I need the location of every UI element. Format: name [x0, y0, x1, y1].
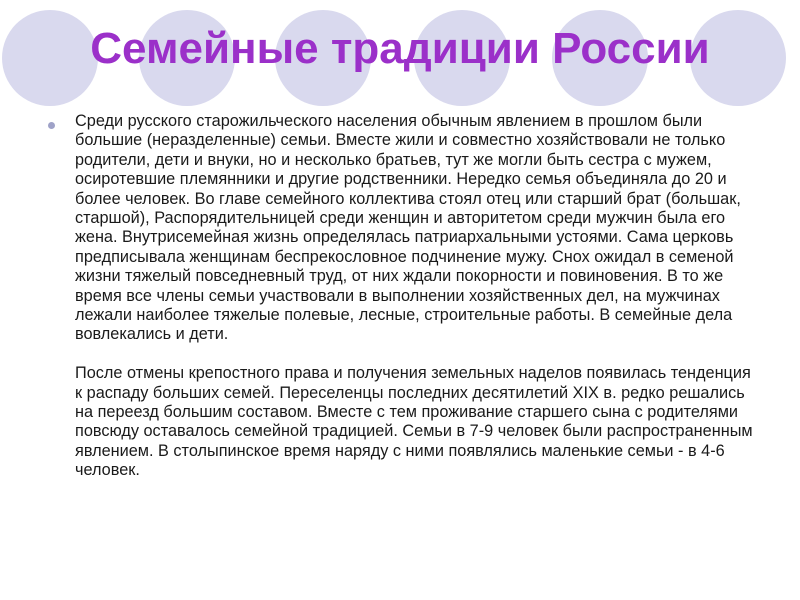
paragraph-1: Среди русского старожильческого населения обычным явлением в прошлом были большие (неразделенные) семьи. Вместе жили и совместно хозяйствовали не только родители, дети и внуки, но и несколько братьев, тут же могли быть сестра с мужем, осиротевшие племянники и другие родственники. Нередко семья объединяла до 20 и более человек. Во главе семейного коллектива стоял отец или старший брат (большак, старшой), Распорядительницей среди женщин и авторитетом среди мужчин была его жена. Внутрисемейная жизнь определялась патриархальными устоями. Сама церковь предписывала женщинам беспрекословное подчинение мужу. Снох ожидал в семеной жизни тяжелый повседневный труд, от них ждали покорности и повиновения. В то же время все члены семьи участвовали в выполнении хозяйственных дел, на мужчинах лежали наиболее тяжелые полевые, лесные, строительные работы. В семейные дела вовлекались и дети. [75, 112, 741, 344]
paragraph-gap [75, 345, 758, 364]
paragraph-2: После отмены крепостного права и получения земельных наделов появилась тенденция к распаду больших семей. Переселенцы последних десятилетий XIX в. редко решались на переезд большим составом. Вместе с тем проживание старшего сына с родителями повсюду оставалось семейной традицией. Семьи в 7-9 человек были распространенным явлением. В столыпинское время наряду с ними появлялись маленькие семьи - в 4-6 человек. [75, 364, 753, 480]
bullet-dot-icon [48, 122, 55, 129]
slide-body [48, 112, 758, 481]
slide-title: Семейные традиции России [90, 24, 710, 73]
bullet-item [48, 112, 758, 481]
bullet-text [75, 112, 758, 481]
